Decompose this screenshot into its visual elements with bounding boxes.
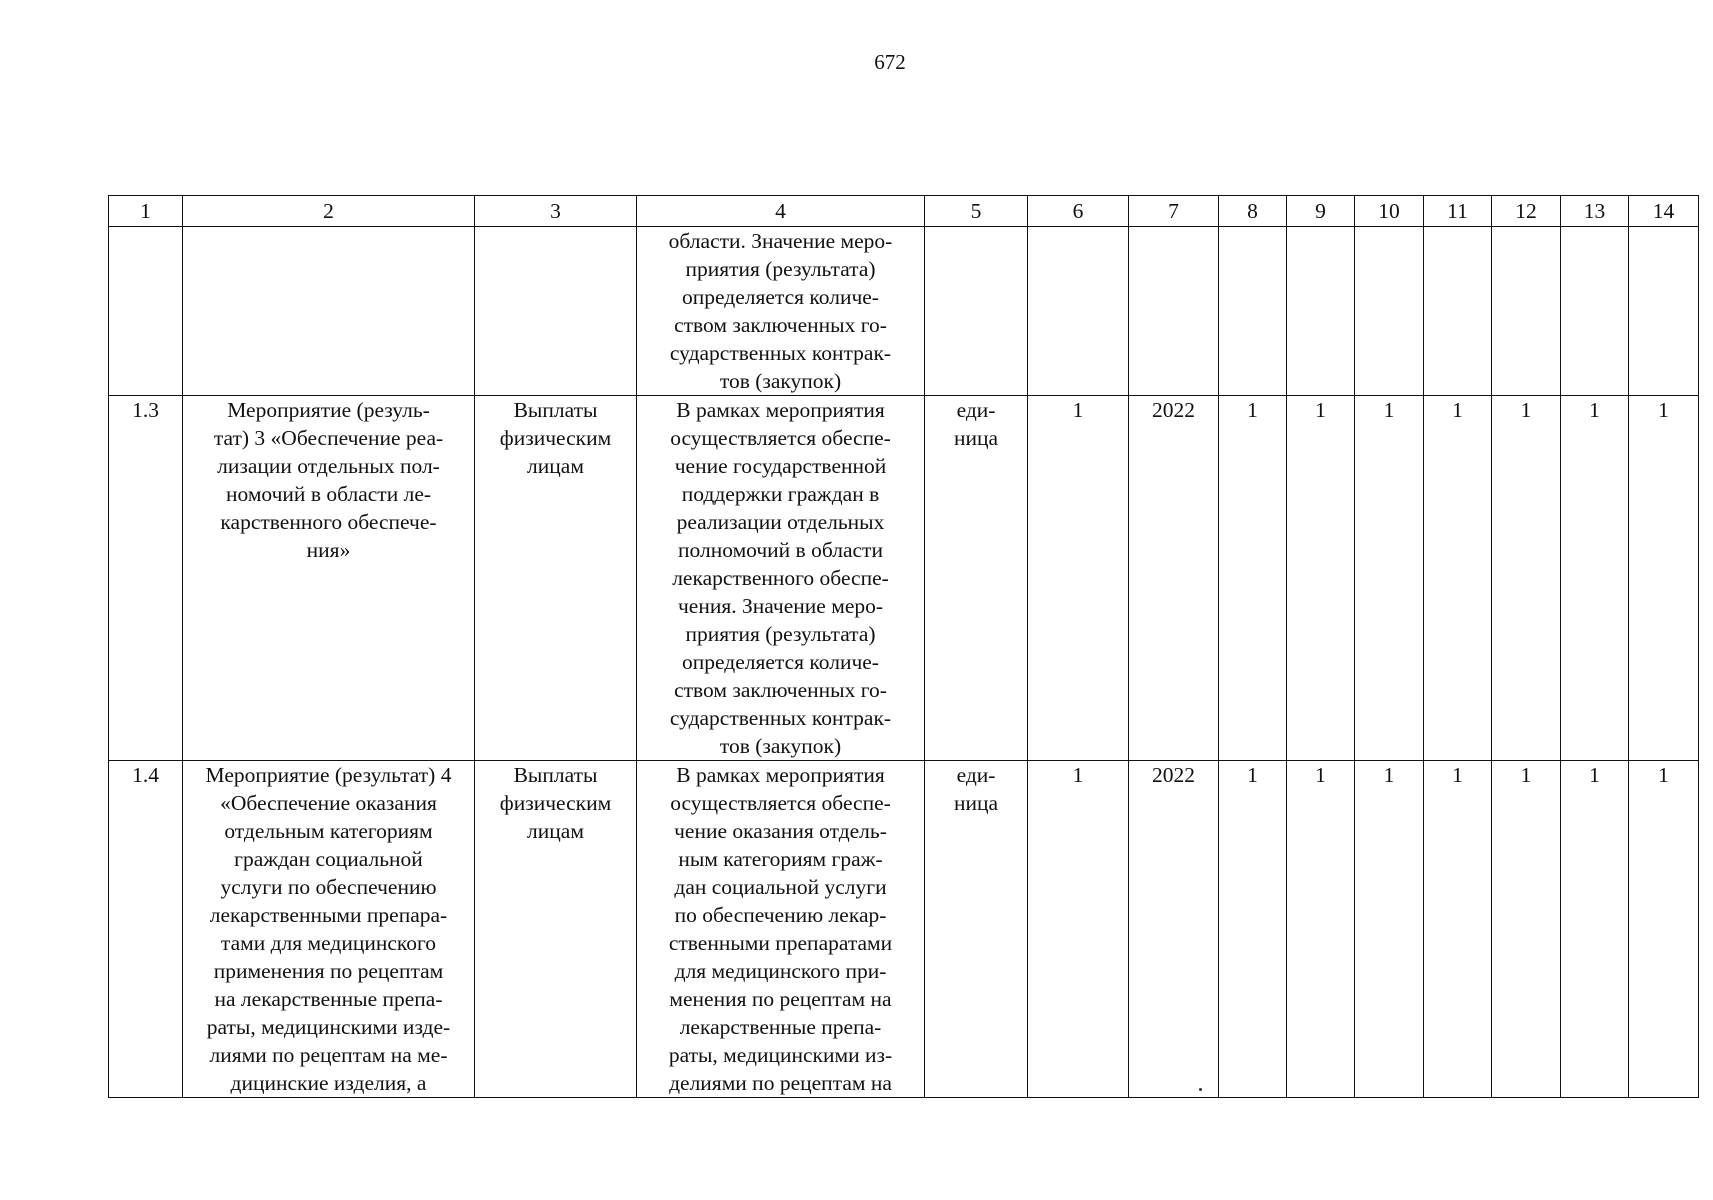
cell-base-year: 2022 xyxy=(1129,396,1219,761)
cell-value xyxy=(1492,227,1561,396)
cell-unit: еди- ница xyxy=(925,761,1028,1098)
cell-unit: еди- ница xyxy=(925,396,1028,761)
cell-measure-name: Мероприятие (результат) 4 «Обеспечение оказания отдельным категориям граждан социальной услуги по обеспечению лекарственными препара- тами для медицинского применения по рецептам на лекарственные препа- раты, медицинскими изде- лиями по рецептам на ме- дицинские изделия, а xyxy=(183,761,475,1098)
cell-type xyxy=(475,227,637,396)
column-header: 2 xyxy=(183,196,475,227)
cell-type: Выплаты физическим лицам xyxy=(475,396,637,761)
column-header: 11 xyxy=(1424,196,1492,227)
table-row xyxy=(109,396,1699,761)
column-header: 5 xyxy=(925,196,1028,227)
cell-description: В рамках мероприятия осуществляется обеспе- чение государственной поддержки граждан в реализации отдельных полномочий в области лекарственного обеспе- чения. Значение меро- приятия (результата) определяется количе- ством заключенных го- сударственных контрак- тов (закупок) xyxy=(637,396,925,761)
column-header: 4 xyxy=(637,196,925,227)
cell-value: 1 xyxy=(1629,761,1699,1098)
cell-value xyxy=(1287,227,1355,396)
column-header: 6 xyxy=(1028,196,1129,227)
cell-value: 1 xyxy=(1355,396,1424,761)
cell-base-year: 2022 xyxy=(1129,761,1219,1098)
cell-value xyxy=(1561,227,1629,396)
cell-value: 1 xyxy=(1287,396,1355,761)
cell-value: 1 xyxy=(1219,761,1287,1098)
cell-value: 1 xyxy=(1561,396,1629,761)
cell-value: 1 xyxy=(1355,761,1424,1098)
cell-value: 1 xyxy=(1424,761,1492,1098)
table-row xyxy=(109,761,1699,1098)
scan-speck xyxy=(1199,1088,1202,1091)
page-number: 672 xyxy=(874,50,906,74)
column-header: 8 xyxy=(1219,196,1287,227)
cell-value xyxy=(1629,227,1699,396)
cell-type: Выплаты физическим лицам xyxy=(475,761,637,1098)
cell-value: 1 xyxy=(1561,761,1629,1098)
cell-number: 1.4 xyxy=(109,761,183,1098)
cell-base-value: 1 xyxy=(1028,761,1129,1098)
cell-unit xyxy=(925,227,1028,396)
column-number-header-row xyxy=(109,196,1699,227)
column-header: 3 xyxy=(475,196,637,227)
column-header: 1 xyxy=(109,196,183,227)
cell-value xyxy=(1424,227,1492,396)
column-header: 10 xyxy=(1355,196,1424,227)
cell-base-year xyxy=(1129,227,1219,396)
column-header: 7 xyxy=(1129,196,1219,227)
cell-value xyxy=(1355,227,1424,396)
cell-number: 1.3 xyxy=(109,396,183,761)
column-header: 12 xyxy=(1492,196,1561,227)
cell-base-value: 1 xyxy=(1028,396,1129,761)
column-header: 13 xyxy=(1561,196,1629,227)
cell-value: 1 xyxy=(1492,761,1561,1098)
cell-measure-name: Мероприятие (резуль- тат) 3 «Обеспечение реа- лизации отдельных пол- номочий в области ле- карственного обеспече- ния» xyxy=(183,396,475,761)
cell-value: 1 xyxy=(1219,396,1287,761)
cell-value: 1 xyxy=(1629,396,1699,761)
cell-description: области. Значение меро- приятия (результата) определяется количе- ством заключенных го- сударственных контрак- тов (закупок) xyxy=(637,227,925,396)
column-header: 9 xyxy=(1287,196,1355,227)
cell-value: 1 xyxy=(1287,761,1355,1098)
table-row xyxy=(109,227,1699,396)
measures-table xyxy=(108,195,1699,1098)
cell-description: В рамках мероприятия осуществляется обеспе- чение оказания отдель- ным категориям граж- дан социальной услуги по обеспечению лекар- ственными препаратами для медицинского при- менения по рецептам на лекарственные препа- раты, медицинскими из- делиями по рецептам на xyxy=(637,761,925,1098)
cell-value xyxy=(1219,227,1287,396)
cell-measure-name xyxy=(183,227,475,396)
cell-value: 1 xyxy=(1492,396,1561,761)
cell-number xyxy=(109,227,183,396)
cell-base-value xyxy=(1028,227,1129,396)
column-header: 14 xyxy=(1629,196,1699,227)
cell-value: 1 xyxy=(1424,396,1492,761)
